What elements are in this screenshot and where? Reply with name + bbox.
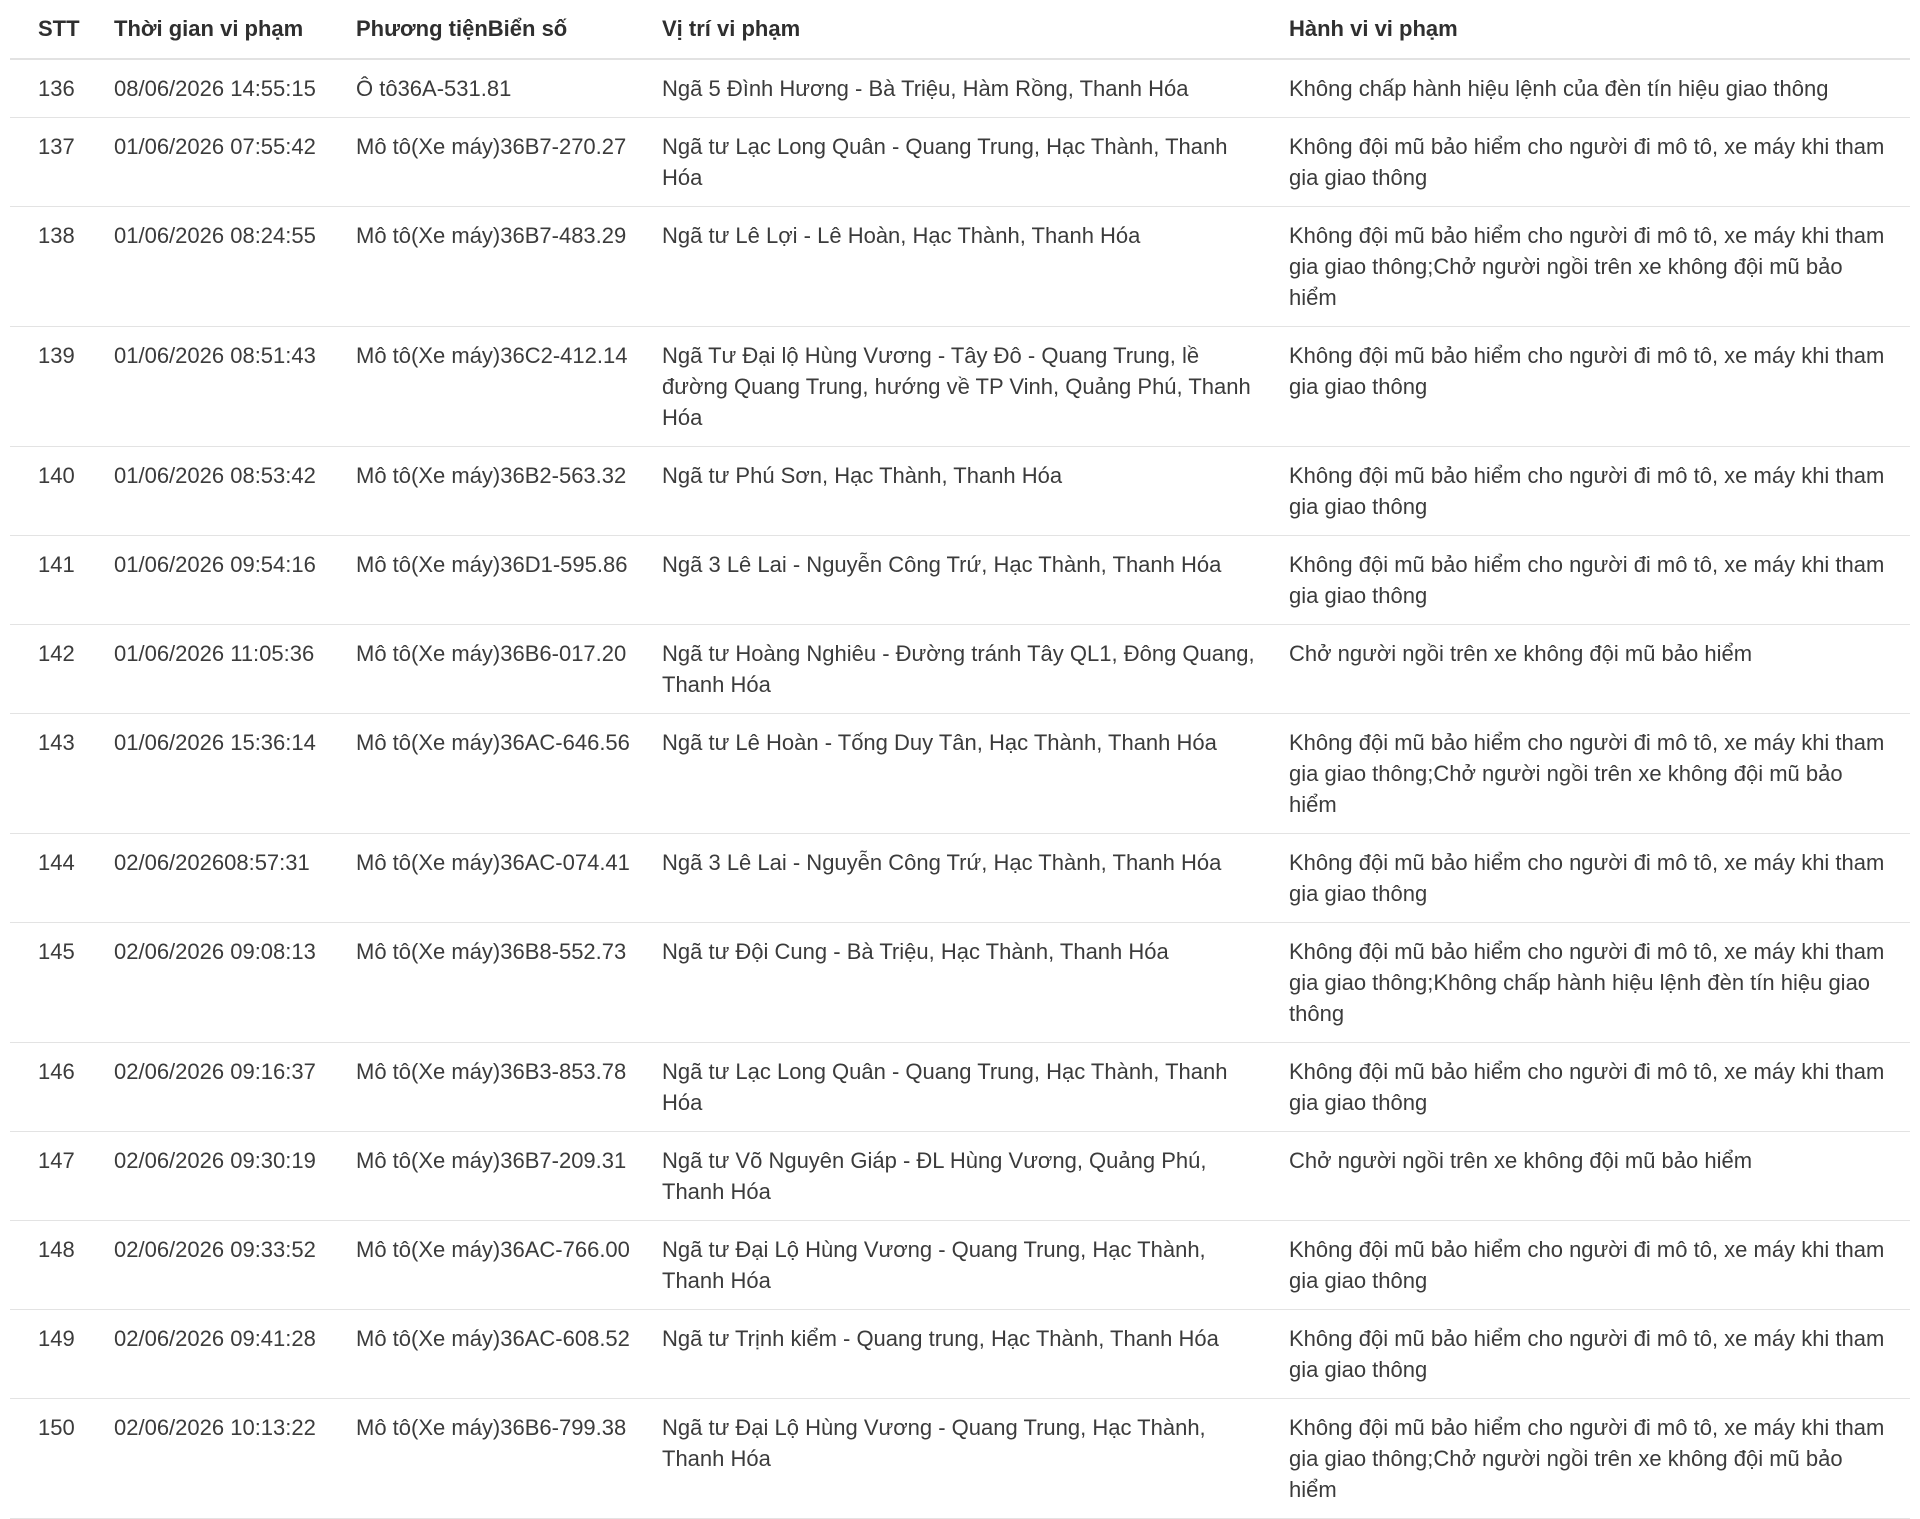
cell-vehicle: Mô tô(Xe máy)36B3-853.78 xyxy=(342,1043,648,1132)
cell-stt: 136 xyxy=(10,59,100,118)
table-row xyxy=(10,1132,1910,1221)
cell-vehicle: Mô tô(Xe máy)36B7-483.29 xyxy=(342,207,648,327)
table-row xyxy=(10,447,1910,536)
cell-violation: Không đội mũ bảo hiểm cho người đi mô tô, xe máy khi tham gia giao thông;Chở người ngồi trên xe không đội mũ bảo hiểm xyxy=(1275,1399,1910,1519)
cell-location: Ngã tư Lạc Long Quân - Quang Trung, Hạc Thành, Thanh Hóa xyxy=(648,1043,1275,1132)
cell-violation: Không đội mũ bảo hiểm cho người đi mô tô, xe máy khi tham gia giao thông xyxy=(1275,536,1910,625)
table-row xyxy=(10,923,1910,1043)
table-row xyxy=(10,536,1910,625)
table-row xyxy=(10,1399,1910,1519)
column-header-violation: Hành vi vi phạm xyxy=(1275,0,1910,59)
cell-stt: 142 xyxy=(10,625,100,714)
cell-stt: 139 xyxy=(10,327,100,447)
cell-vehicle: Mô tô(Xe máy)36B7-270.27 xyxy=(342,118,648,207)
cell-vehicle: Ô tô36A-531.81 xyxy=(342,59,648,118)
cell-violation: Chở người ngồi trên xe không đội mũ bảo hiểm xyxy=(1275,625,1910,714)
cell-time: 02/06/202608:57:31 xyxy=(100,834,342,923)
cell-time: 02/06/2026 09:30:19 xyxy=(100,1132,342,1221)
cell-location: Ngã tư Lê Lợi - Lê Hoàn, Hạc Thành, Thanh Hóa xyxy=(648,207,1275,327)
table-row xyxy=(10,207,1910,327)
cell-location: Ngã 3 Lê Lai - Nguyễn Công Trứ, Hạc Thành, Thanh Hóa xyxy=(648,834,1275,923)
cell-vehicle: Mô tô(Xe máy)36B8-552.73 xyxy=(342,923,648,1043)
violations-table xyxy=(10,0,1910,1519)
cell-stt: 150 xyxy=(10,1399,100,1519)
cell-vehicle: Mô tô(Xe máy)36B6-017.20 xyxy=(342,625,648,714)
cell-violation: Không đội mũ bảo hiểm cho người đi mô tô, xe máy khi tham gia giao thông xyxy=(1275,447,1910,536)
cell-violation: Không đội mũ bảo hiểm cho người đi mô tô, xe máy khi tham gia giao thông;Chở người ngồi trên xe không đội mũ bảo hiểm xyxy=(1275,714,1910,834)
cell-violation: Không đội mũ bảo hiểm cho người đi mô tô, xe máy khi tham gia giao thông xyxy=(1275,118,1910,207)
cell-vehicle: Mô tô(Xe máy)36AC-608.52 xyxy=(342,1310,648,1399)
cell-stt: 141 xyxy=(10,536,100,625)
table-row xyxy=(10,625,1910,714)
header-row xyxy=(10,0,1910,59)
cell-stt: 147 xyxy=(10,1132,100,1221)
cell-time: 02/06/2026 10:13:22 xyxy=(100,1399,342,1519)
cell-vehicle: Mô tô(Xe máy)36D1-595.86 xyxy=(342,536,648,625)
cell-location: Ngã tư Đội Cung - Bà Triệu, Hạc Thành, Thanh Hóa xyxy=(648,923,1275,1043)
cell-location: Ngã tư Võ Nguyên Giáp - ĐL Hùng Vương, Quảng Phú, Thanh Hóa xyxy=(648,1132,1275,1221)
cell-time: 01/06/2026 08:24:55 xyxy=(100,207,342,327)
column-header-time: Thời gian vi phạm xyxy=(100,0,342,59)
table-row xyxy=(10,714,1910,834)
cell-vehicle: Mô tô(Xe máy)36B6-799.38 xyxy=(342,1399,648,1519)
column-header-location: Vị trí vi phạm xyxy=(648,0,1275,59)
cell-stt: 137 xyxy=(10,118,100,207)
cell-time: 02/06/2026 09:33:52 xyxy=(100,1221,342,1310)
cell-location: Ngã tư Lạc Long Quân - Quang Trung, Hạc Thành, Thanh Hóa xyxy=(648,118,1275,207)
cell-time: 01/06/2026 07:55:42 xyxy=(100,118,342,207)
table-row xyxy=(10,1310,1910,1399)
cell-stt: 145 xyxy=(10,923,100,1043)
table-row xyxy=(10,59,1910,118)
cell-vehicle: Mô tô(Xe máy)36AC-646.56 xyxy=(342,714,648,834)
cell-location: Ngã Tư Đại lộ Hùng Vương - Tây Đô - Quang Trung, lề đường Quang Trung, hướng về TP Vinh, Quảng Phú, Thanh Hóa xyxy=(648,327,1275,447)
cell-time: 02/06/2026 09:08:13 xyxy=(100,923,342,1043)
table-row xyxy=(10,1043,1910,1132)
cell-vehicle: Mô tô(Xe máy)36B2-563.32 xyxy=(342,447,648,536)
column-header-stt: STT xyxy=(10,0,100,59)
cell-stt: 149 xyxy=(10,1310,100,1399)
cell-location: Ngã tư Phú Sơn, Hạc Thành, Thanh Hóa xyxy=(648,447,1275,536)
cell-violation: Không đội mũ bảo hiểm cho người đi mô tô, xe máy khi tham gia giao thông xyxy=(1275,834,1910,923)
cell-violation: Không đội mũ bảo hiểm cho người đi mô tô, xe máy khi tham gia giao thông xyxy=(1275,1221,1910,1310)
cell-location: Ngã tư Đại Lộ Hùng Vương - Quang Trung, Hạc Thành, Thanh Hóa xyxy=(648,1221,1275,1310)
cell-vehicle: Mô tô(Xe máy)36AC-766.00 xyxy=(342,1221,648,1310)
cell-violation: Không đội mũ bảo hiểm cho người đi mô tô, xe máy khi tham gia giao thông;Chở người ngồi trên xe không đội mũ bảo hiểm xyxy=(1275,207,1910,327)
cell-time: 01/06/2026 09:54:16 xyxy=(100,536,342,625)
table-row xyxy=(10,327,1910,447)
table-row xyxy=(10,1221,1910,1310)
cell-stt: 138 xyxy=(10,207,100,327)
cell-stt: 144 xyxy=(10,834,100,923)
cell-time: 08/06/2026 14:55:15 xyxy=(100,59,342,118)
cell-time: 02/06/2026 09:41:28 xyxy=(100,1310,342,1399)
cell-time: 01/06/2026 08:51:43 xyxy=(100,327,342,447)
table-body xyxy=(10,59,1910,1519)
cell-violation: Không đội mũ bảo hiểm cho người đi mô tô, xe máy khi tham gia giao thông xyxy=(1275,1310,1910,1399)
cell-time: 01/06/2026 11:05:36 xyxy=(100,625,342,714)
column-header-vehicle: Phương tiệnBiển số xyxy=(342,0,648,59)
cell-violation: Chở người ngồi trên xe không đội mũ bảo hiểm xyxy=(1275,1132,1910,1221)
table-header xyxy=(10,0,1910,59)
cell-location: Ngã tư Lê Hoàn - Tống Duy Tân, Hạc Thành, Thanh Hóa xyxy=(648,714,1275,834)
cell-location: Ngã 3 Lê Lai - Nguyễn Công Trứ, Hạc Thành, Thanh Hóa xyxy=(648,536,1275,625)
cell-violation: Không đội mũ bảo hiểm cho người đi mô tô, xe máy khi tham gia giao thông;Không chấp hành hiệu lệnh đèn tín hiệu giao thông xyxy=(1275,923,1910,1043)
table-row xyxy=(10,118,1910,207)
cell-vehicle: Mô tô(Xe máy)36B7-209.31 xyxy=(342,1132,648,1221)
cell-stt: 143 xyxy=(10,714,100,834)
cell-vehicle: Mô tô(Xe máy)36AC-074.41 xyxy=(342,834,648,923)
cell-stt: 148 xyxy=(10,1221,100,1310)
cell-location: Ngã tư Đại Lộ Hùng Vương - Quang Trung, Hạc Thành, Thanh Hóa xyxy=(648,1399,1275,1519)
table-row xyxy=(10,834,1910,923)
cell-violation: Không đội mũ bảo hiểm cho người đi mô tô, xe máy khi tham gia giao thông xyxy=(1275,327,1910,447)
cell-location: Ngã tư Trịnh kiểm - Quang trung, Hạc Thành, Thanh Hóa xyxy=(648,1310,1275,1399)
cell-location: Ngã 5 Đình Hương - Bà Triệu, Hàm Rồng, Thanh Hóa xyxy=(648,59,1275,118)
cell-stt: 146 xyxy=(10,1043,100,1132)
cell-violation: Không chấp hành hiệu lệnh của đèn tín hiệu giao thông xyxy=(1275,59,1910,118)
cell-violation: Không đội mũ bảo hiểm cho người đi mô tô, xe máy khi tham gia giao thông xyxy=(1275,1043,1910,1132)
cell-time: 01/06/2026 15:36:14 xyxy=(100,714,342,834)
cell-stt: 140 xyxy=(10,447,100,536)
cell-time: 02/06/2026 09:16:37 xyxy=(100,1043,342,1132)
cell-vehicle: Mô tô(Xe máy)36C2-412.14 xyxy=(342,327,648,447)
cell-time: 01/06/2026 08:53:42 xyxy=(100,447,342,536)
cell-location: Ngã tư Hoàng Nghiêu - Đường tránh Tây QL1, Đông Quang, Thanh Hóa xyxy=(648,625,1275,714)
